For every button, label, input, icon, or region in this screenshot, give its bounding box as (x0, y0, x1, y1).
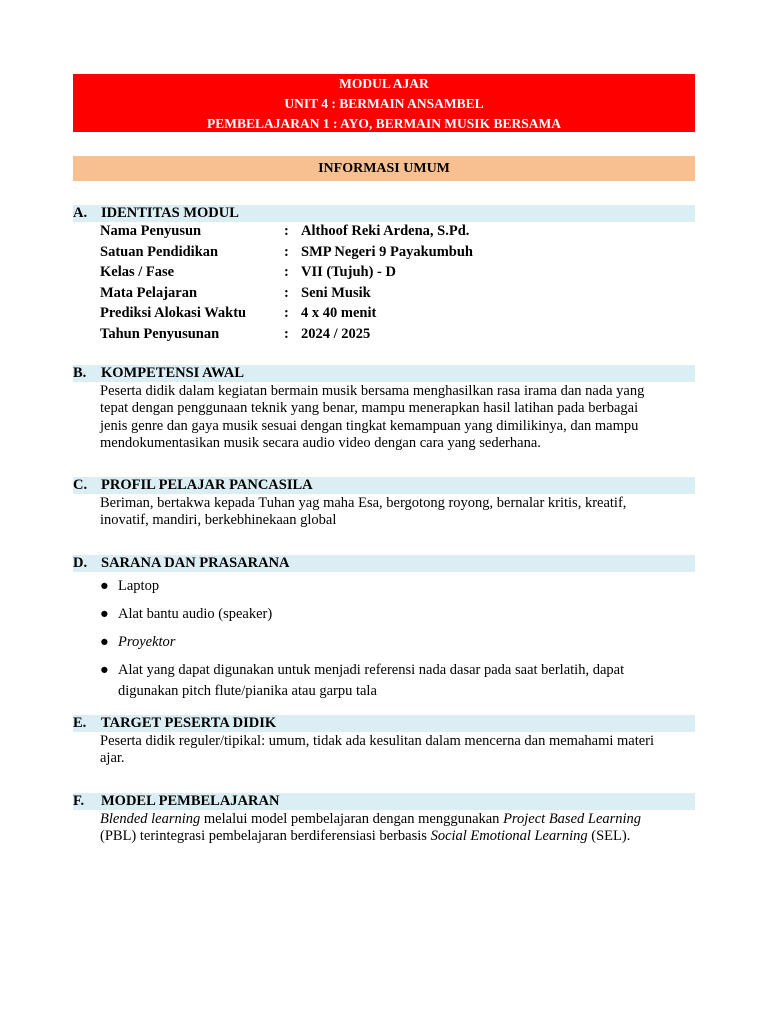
paragraph-line: mendokumentasikan musik secara audio video dengan cara yang sederhana. (100, 435, 541, 452)
section-title: KOMPETENSI AWAL (101, 364, 245, 381)
bullet-icon: ● (100, 605, 109, 622)
title-line-1: MODUL AJAR (339, 76, 429, 91)
section-title: PROFIL PELAJAR PANCASILA (101, 476, 313, 493)
paragraph-text: (SEL). (587, 828, 631, 845)
section-header (73, 793, 695, 810)
identity-colon: : (284, 264, 289, 281)
section-letter: E. (73, 714, 87, 731)
identity-value: Seni Musik (301, 284, 371, 301)
paragraph-line: ajar. (100, 750, 125, 767)
section-title: TARGET PESERTA DIDIK (101, 714, 277, 731)
identity-key: Tahun Penyusunan (100, 325, 220, 342)
list-item (100, 604, 695, 625)
identity-colon: : (284, 325, 289, 342)
identity-key: Mata Pelajaran (100, 284, 198, 301)
paragraph-line: jenis genre dan gaya musik sesuai dengan tingkat kemampuan yang dimilikinya, dan mampu (100, 417, 639, 434)
identity-value: Althoof Reki Ardena, S.Pd. (301, 223, 470, 239)
list-item (100, 660, 695, 702)
list-item (100, 632, 695, 653)
identitas-table (100, 221, 695, 345)
section-header (73, 365, 695, 382)
sarana-list (100, 576, 695, 702)
identity-colon: : (284, 305, 289, 322)
paragraph-line: Peserta didik reguler/tipikal: umum, tidak ada kesulitan dalam mencerna dan memahami materi (100, 732, 655, 749)
identity-key: Prediksi Alokasi Waktu (100, 305, 247, 322)
section-letter: B. (73, 364, 87, 381)
identity-value: 2024 / 2025 (301, 325, 371, 342)
identity-value: VII (Tujuh) - D (301, 264, 396, 281)
paragraph-line: Beriman, bertakwa kepada Tuhan yag maha Esa, bergotong royong, bernalar kritis, kreatif, (100, 494, 627, 511)
paragraph-line (100, 811, 695, 829)
document-page (73, 74, 695, 846)
title-line-2: UNIT 4 : BERMAIN ANSAMBEL (284, 96, 484, 111)
section-sarana-prasarana (73, 555, 695, 702)
paragraph-line: inovatif, mandiri, berkebhinekaan global (100, 512, 337, 529)
list-item-text: Laptop (118, 577, 160, 594)
title-line-3: PEMBELAJARAN 1 : AYO, BERMAIN MUSIK BERSAMA (207, 116, 561, 131)
identity-key: Satuan Pendidikan (100, 243, 219, 260)
section-paragraph (100, 495, 695, 530)
section-title: IDENTITAS MODUL (101, 205, 239, 221)
section-letter: D. (73, 554, 88, 571)
identity-row (100, 324, 695, 345)
section-header (73, 477, 695, 494)
identity-colon: : (284, 223, 289, 239)
section-letter: F. (73, 792, 85, 809)
section-header (73, 205, 695, 222)
info-umum-bar: INFORMASI UMUM (73, 156, 695, 181)
section-title: MODEL PEMBELAJARAN (101, 792, 280, 809)
section-header (73, 715, 695, 732)
bullet-icon: ● (100, 577, 109, 594)
term-social-emotional-learning: Social Emotional Learning (430, 828, 588, 845)
bullet-icon: ● (100, 633, 109, 650)
section-target-peserta (73, 715, 695, 768)
title-banner (73, 74, 695, 132)
identity-value: SMP Negeri 9 Payakumbuh (301, 243, 473, 260)
section-profil-pelajar (73, 477, 695, 530)
paragraph-text: melalui model pembelajaran dengan menggunakan (200, 810, 504, 827)
identity-colon: : (284, 284, 289, 301)
section-title: SARANA DAN PRASARANA (101, 554, 290, 571)
identity-row (100, 242, 695, 263)
paragraph-text: (PBL) terintegrasi pembelajaran berdiferensiasi berbasis (100, 828, 431, 845)
section-letter: A. (73, 205, 88, 221)
section-identitas-modul (73, 205, 695, 345)
section-paragraph (100, 383, 695, 453)
identity-row (100, 303, 695, 324)
section-paragraph (100, 811, 695, 846)
term-project-based-learning: Project Based Learning (503, 810, 642, 827)
bullet-icon: ● (100, 661, 109, 678)
list-item-text: Proyektor (118, 633, 176, 650)
section-letter: C. (73, 476, 88, 493)
paragraph-line (100, 828, 695, 846)
list-item (100, 576, 695, 597)
identity-row (100, 283, 695, 304)
section-kompetensi-awal (73, 365, 695, 453)
list-item-text: Alat yang dapat digunakan untuk menjadi referensi nada dasar pada saat berlatih, dapat (118, 661, 625, 678)
identity-row (100, 221, 695, 242)
paragraph-line: Peserta didik dalam kegiatan bermain musik bersama menghasilkan rasa irama dan nada yang (100, 382, 645, 399)
term-blended-learning: Blended learning (100, 810, 201, 827)
section-header (73, 555, 695, 572)
section-paragraph (100, 733, 695, 768)
identity-key: Kelas / Fase (100, 264, 175, 281)
identity-row (100, 262, 695, 283)
list-item-text-continued: digunakan pitch flute/pianika atau garpu tala (118, 682, 377, 699)
paragraph-line: tepat dengan penggunaan teknik yang benar, mampu menerapkan hasil latihan pada berbagai (100, 400, 639, 417)
identity-key: Nama Penyusun (100, 223, 202, 239)
identity-value: 4 x 40 menit (301, 305, 377, 322)
list-item-text: Alat bantu audio (speaker) (118, 605, 273, 622)
section-model-pembelajaran (73, 793, 695, 846)
identity-colon: : (284, 243, 289, 260)
